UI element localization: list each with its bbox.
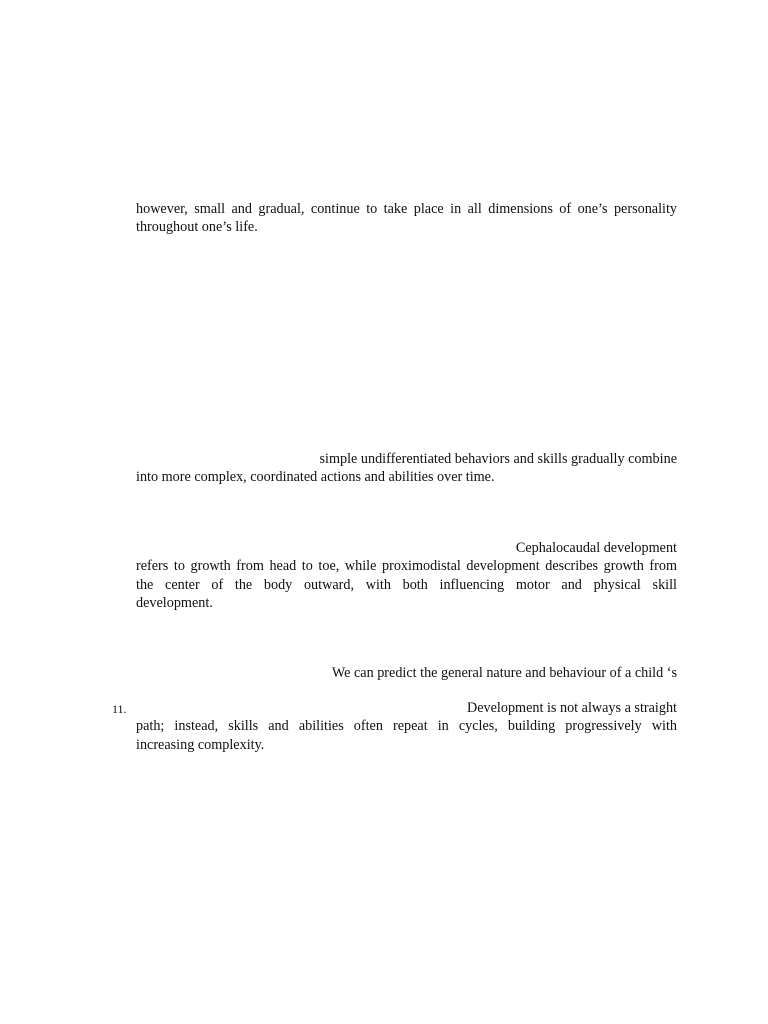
text-line: Cephalocaudal development	[515, 540, 677, 556]
text-line: increasing complexity.	[136, 736, 265, 753]
paragraph-general-to-specific	[136, 450, 677, 487]
text-line: throughout one’s life.	[136, 219, 258, 236]
text-line: however, small and gradual, continue to take place in all dimensions of one’s personality	[136, 201, 677, 217]
list-number: 11.	[112, 702, 127, 716]
text-line: Development is not always a straight	[466, 700, 677, 716]
text-line: simple undifferentiated behaviors and skills gradually combine	[319, 451, 677, 467]
paragraph-cephalocaudal	[136, 539, 677, 613]
paragraph-predictability	[136, 664, 677, 682]
text-line: We can predict the general nature and behaviour of a child ‘s	[331, 665, 677, 681]
text-line: refers to growth from head to toe, while proximodistal development describes growth from	[136, 558, 677, 575]
paragraph-personality-changes	[136, 200, 677, 237]
text-line: development.	[136, 595, 213, 612]
text-line: into more complex, coordinated actions and abilities over time.	[136, 469, 495, 486]
paragraph-spiral-development	[136, 699, 677, 754]
text-line: path; instead, skills and abilities often repeat in cycles, building progressively with	[136, 718, 677, 735]
text-line: the center of the body outward, with both influencing motor and physical skill	[136, 576, 677, 593]
